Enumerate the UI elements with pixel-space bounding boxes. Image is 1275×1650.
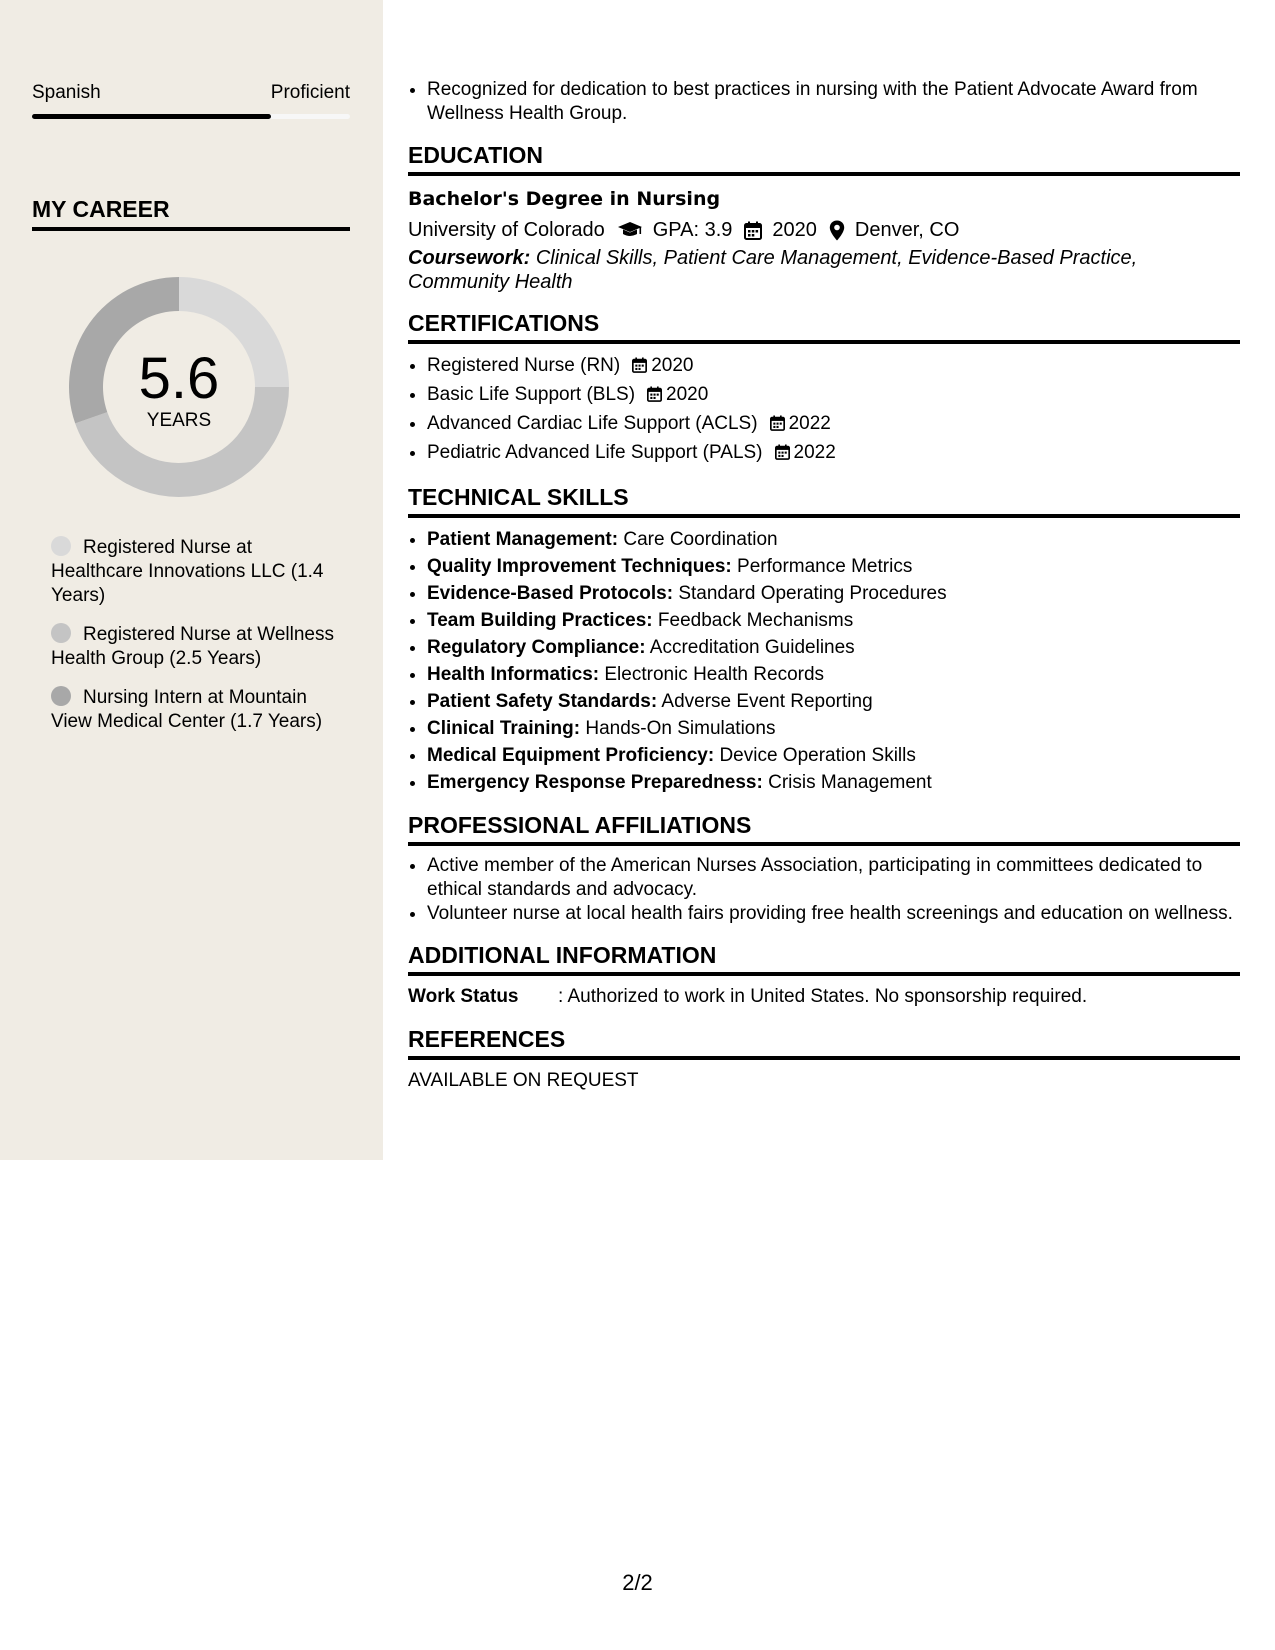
certification-item bbox=[427, 381, 1240, 410]
skill-name: Evidence-Based Protocols: bbox=[427, 583, 674, 604]
skill-item bbox=[427, 526, 1240, 553]
coursework-label: Coursework: bbox=[408, 247, 531, 269]
certification-item bbox=[427, 352, 1240, 381]
skill-detail: Accreditation Guidelines bbox=[649, 637, 855, 658]
certification-year: 2020 bbox=[651, 355, 694, 376]
career-legend-item bbox=[51, 623, 341, 671]
skills-list bbox=[408, 526, 1240, 796]
affiliations-title: PROFESSIONAL AFFILIATIONS bbox=[408, 812, 1240, 846]
career-legend bbox=[51, 536, 341, 749]
calendar-icon bbox=[770, 412, 785, 439]
skill-detail: Standard Operating Procedures bbox=[678, 583, 947, 604]
calendar-icon bbox=[647, 383, 662, 410]
certification-name: Advanced Cardiac Life Support (ACLS) bbox=[427, 413, 758, 434]
career-total-unit: YEARS bbox=[146, 410, 212, 431]
skill-item bbox=[427, 607, 1240, 634]
skill-detail: Feedback Mechanisms bbox=[657, 610, 854, 631]
skill-name: Regulatory Compliance: bbox=[427, 637, 646, 658]
gpa: GPA: 3.9 bbox=[652, 219, 733, 241]
certification-item bbox=[427, 439, 1240, 468]
references-title: REFERENCES bbox=[408, 1026, 1240, 1060]
language-proficiency-fill bbox=[32, 114, 271, 119]
skill-item bbox=[427, 742, 1240, 769]
calendar-icon bbox=[632, 354, 647, 381]
skill-detail: Care Coordination bbox=[623, 529, 778, 550]
certification-name: Registered Nurse (RN) bbox=[427, 355, 621, 376]
skill-detail: Adverse Event Reporting bbox=[661, 691, 873, 712]
career-legend-label: Nursing Intern at Mountain View Medical Center (1.7 Years) bbox=[51, 687, 323, 732]
affiliation-item: • Active member of the American Nurses Association, participating in committees dedicated to ethical standards and advocacy. bbox=[427, 854, 1240, 902]
skill-name: Patient Management: bbox=[427, 529, 619, 550]
degree-name: Bachelor's Degree in Nursing bbox=[408, 188, 721, 210]
language-name: Spanish bbox=[32, 82, 101, 103]
language-row bbox=[32, 82, 350, 104]
affiliation-item: • Volunteer nurse at local health fairs providing free health screenings and education on wellness. bbox=[427, 902, 1240, 926]
certification-year: 2020 bbox=[666, 384, 709, 405]
additional-info-title: ADDITIONAL INFORMATION bbox=[408, 942, 1240, 976]
skill-name: Health Informatics: bbox=[427, 664, 600, 685]
career-legend-item bbox=[51, 536, 341, 608]
career-section-title: MY CAREER bbox=[32, 196, 350, 231]
achievement-item: • Recognized for dedication to best practices in nursing with the Patient Advocate Award from Wellness Health Group. bbox=[427, 78, 1240, 126]
education-meta bbox=[408, 214, 1240, 246]
certification-year: 2022 bbox=[788, 413, 831, 434]
legend-dot-icon bbox=[51, 623, 71, 643]
career-legend-label: Registered Nurse at Wellness Health Group (2.5 Years) bbox=[51, 624, 334, 669]
skill-item bbox=[427, 769, 1240, 796]
skill-item bbox=[427, 715, 1240, 742]
legend-dot-icon bbox=[51, 686, 71, 706]
calendar-icon bbox=[775, 441, 790, 468]
coursework bbox=[408, 246, 1240, 294]
skill-name: Emergency Response Preparedness: bbox=[427, 772, 763, 793]
sidebar bbox=[0, 0, 383, 1160]
skill-item bbox=[427, 580, 1240, 607]
language-proficiency-bar bbox=[32, 114, 350, 119]
legend-dot-icon bbox=[51, 536, 71, 556]
school-location: Denver, CO bbox=[854, 219, 960, 241]
skills-title: TECHNICAL SKILLS bbox=[408, 484, 1240, 518]
skill-item bbox=[427, 553, 1240, 580]
education-title: EDUCATION bbox=[408, 142, 1240, 176]
skill-name: Team Building Practices: bbox=[427, 610, 653, 631]
skill-item bbox=[427, 688, 1240, 715]
career-legend-item bbox=[51, 686, 341, 734]
coursework-text: Clinical Skills, Patient Care Management, Evidence-Based Practice, Community Health bbox=[408, 247, 1138, 293]
skill-detail: Performance Metrics bbox=[737, 556, 913, 577]
certifications-list bbox=[408, 352, 1240, 468]
skill-name: Medical Equipment Proficiency: bbox=[427, 745, 715, 766]
skill-detail: Electronic Health Records bbox=[604, 664, 825, 685]
main-content bbox=[408, 78, 1240, 1094]
skill-item bbox=[427, 661, 1240, 688]
certification-item bbox=[427, 410, 1240, 439]
career-total-value: 5.6 bbox=[138, 346, 220, 411]
skill-detail: Device Operation Skills bbox=[719, 745, 916, 766]
skill-name: Clinical Training: bbox=[427, 718, 581, 739]
graduation-year: 2020 bbox=[772, 219, 817, 241]
skill-detail: Crisis Management bbox=[768, 772, 932, 793]
graduation-cap-icon bbox=[617, 221, 643, 239]
work-status-label: Work Status bbox=[408, 986, 519, 1007]
location-pin-icon bbox=[829, 220, 845, 241]
certification-year: 2022 bbox=[793, 442, 836, 463]
page-number: 2/2 bbox=[622, 1570, 653, 1595]
work-status-row bbox=[408, 984, 1240, 1010]
achievements-list bbox=[408, 78, 1240, 126]
references-text: AVAILABLE ON REQUEST bbox=[408, 1070, 639, 1091]
school-name: University of Colorado bbox=[408, 219, 605, 241]
certification-name: Pediatric Advanced Life Support (PALS) bbox=[427, 442, 763, 463]
certifications-title: CERTIFICATIONS bbox=[408, 310, 1240, 344]
skill-item bbox=[427, 634, 1240, 661]
skill-name: Patient Safety Standards: bbox=[427, 691, 658, 712]
career-legend-label: Registered Nurse at Healthcare Innovations LLC (1.4 Years) bbox=[51, 537, 324, 606]
language-level: Proficient bbox=[270, 82, 350, 103]
work-status-value: : Authorized to work in United States. No sponsorship required. bbox=[558, 986, 1088, 1007]
skill-detail: Hands-On Simulations bbox=[585, 718, 776, 739]
calendar-icon bbox=[744, 221, 762, 240]
certification-name: Basic Life Support (BLS) bbox=[427, 384, 636, 405]
affiliations-list bbox=[408, 854, 1240, 926]
skill-name: Quality Improvement Techniques: bbox=[427, 556, 732, 577]
